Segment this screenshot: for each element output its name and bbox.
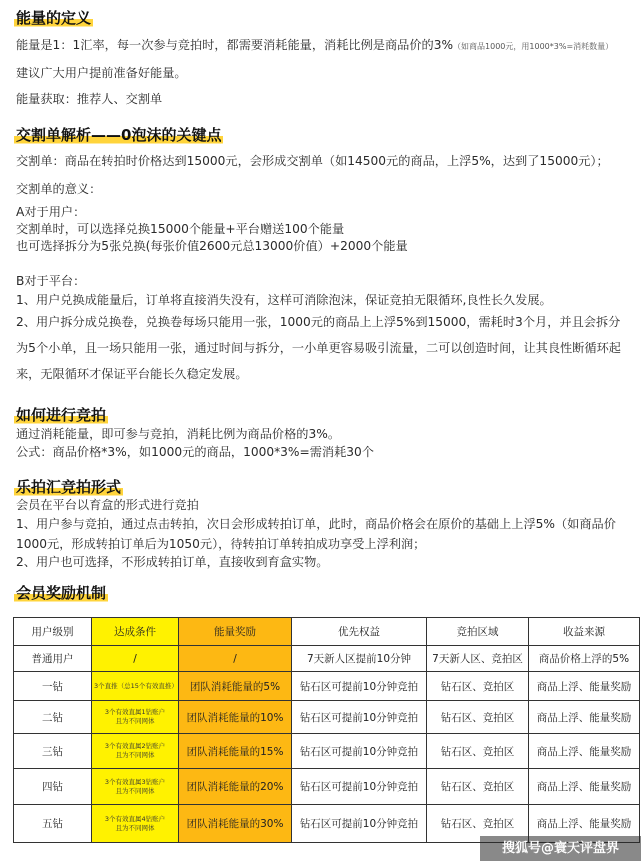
section-title-member-rewards: 会员奖励机制 (16, 584, 107, 602)
condition-text: 3个有效直属1钻账户 (104, 708, 166, 716)
cell-reward: 团队消耗能量的15% (179, 734, 292, 769)
cell-zone: 钻石区、竞拍区 (427, 701, 529, 734)
table-row (14, 701, 640, 734)
settlement-user-label: A对于用户： (16, 205, 86, 219)
cell-level: 三钻 (14, 734, 92, 769)
cell-reward: 团队消耗能量的5% (179, 672, 292, 701)
cell-priority: 7天新人区提前10分钟 (292, 646, 427, 672)
settlement-platform-point-2: 2、用户拆分成兑换卷，兑换卷每场只能用一张，1000元的商品上上浮5%到15000，需耗时3个月，并且会拆分为5个小单，且一场只能用一张，通过时间与拆分，一小单更容易吸引流量，二可以创造时间，让其良性断循环起来，无限循环才保证平台能长久稳定发展。 (16, 315, 621, 381)
settlement-line-1: 交割单：商品在转拍时价格达到15000元，会形成交割单（如14500元的商品，上浮5%，达到了15000元）； (16, 154, 609, 168)
header-income: 收益来源 (529, 618, 640, 646)
table-row (14, 672, 640, 701)
cell-priority: 钻石区可提前10分钟竞拍 (292, 769, 427, 805)
cell-level: 四钻 (14, 769, 92, 805)
cell-reward: 团队消耗能量的20% (179, 769, 292, 805)
cell-income: 商品上浮、能量奖励 (529, 734, 640, 769)
cell-condition (92, 805, 179, 843)
cell-income: 商品上浮、能量奖励 (529, 805, 640, 843)
watermark-brand: 搜狐号@寰天评盘界 (480, 836, 641, 861)
cell-priority: 钻石区可提前10分钟竞拍 (292, 805, 427, 843)
cell-condition (92, 769, 179, 805)
cell-priority: 钻石区可提前10分钟竞拍 (292, 672, 427, 701)
header-energy-reward: 能量奖励 (179, 618, 292, 646)
section-title-auction-form: 乐拍汇竞拍形式 (16, 478, 122, 496)
condition-note: 且为不同网体 (115, 786, 155, 795)
cell-reward: 团队消耗能量的30% (179, 805, 292, 843)
settlement-user-option-2: 也可选择拆分为5张兑换(每张价值2600元总13000价值）+2000个能量 (16, 239, 408, 253)
cell-condition (92, 701, 179, 734)
cell-level: 五钻 (14, 805, 92, 843)
cell-income: 商品上浮、能量奖励 (529, 701, 640, 734)
condition-text: 3个有效直属3钻账户 (104, 777, 166, 786)
cell-level: 普通用户 (14, 646, 92, 672)
condition-text: 3个有效直属4钻账户 (104, 814, 166, 823)
energy-definition-line (16, 36, 613, 56)
cell-reward: / (179, 646, 292, 672)
cell-condition (92, 734, 179, 769)
cell-condition (92, 672, 179, 701)
section-title-energy-definition: 能量的定义 (16, 9, 92, 27)
auction-form-intro: 会员在平台以育盒的形式进行竞拍 (16, 498, 199, 512)
cell-level: 二钻 (14, 701, 92, 734)
header-priority: 优先权益 (292, 618, 427, 646)
cell-condition: / (92, 646, 179, 672)
cell-zone: 钻石区、竞拍区 (427, 805, 529, 843)
cell-priority: 钻石区可提前10分钟竞拍 (292, 701, 427, 734)
settlement-user-option-1: 交割单时，可以选择兑换15000个能量+平台赠送100个能量 (16, 222, 345, 236)
energy-source-line: 能量获取：推荐人、交割单 (16, 92, 163, 106)
energy-prepare-line: 建议广大用户提前准备好能量。 (16, 66, 187, 80)
section-title-settlement: 交割单解析——0泡沫的关键点 (16, 126, 222, 144)
cell-zone: 7天新人区、竞拍区 (427, 646, 529, 672)
condition-note: 且为不同网体 (115, 751, 155, 759)
auction-form-point-1: 1、用户参与竞拍，通过点击转拍，次日会形成转拍订单，此时，商品价格会在原价的基础上上浮5%（如商品价1000元，形成转拍订单后为1050元），待转拍订单转拍成功享受上浮利润； (16, 517, 616, 551)
auction-form-point-2: 2、用户也可选择，不形成转拍订单，直接收到育盒实物。 (16, 555, 329, 569)
condition-note: 且为不同网体 (115, 717, 155, 725)
table-row (14, 646, 640, 672)
header-level: 用户级别 (14, 618, 92, 646)
cell-reward: 团队消耗能量的10% (179, 701, 292, 734)
cell-priority: 钻石区可提前10分钟竞拍 (292, 734, 427, 769)
member-rewards-table (13, 617, 640, 843)
bid-consumption-line: 通过消耗能量，即可参与竞拍，消耗比例为商品价格的3%。 (16, 427, 341, 441)
settlement-platform-point-1: 1、用户兑换成能量后，订单将直接消失没有，这样可消除泡沫，保证竞拍无限循环,良性长久发展。 (16, 293, 552, 307)
settlement-meaning: 交割单的意义： (16, 182, 102, 196)
cell-income: 商品上浮、能量奖励 (529, 672, 640, 701)
condition-text: 3个直推（总15个有效直推） (94, 681, 178, 690)
header-zone: 竞拍区域 (427, 618, 529, 646)
table-header-row (14, 618, 640, 646)
cell-level: 一钻 (14, 672, 92, 701)
cell-zone: 钻石区、竞拍区 (427, 734, 529, 769)
bid-formula-line: 公式：商品价格*3%，如1000元的商品，1000*3%=需消耗30个 (16, 445, 374, 459)
header-condition: 达成条件 (92, 618, 179, 646)
condition-text: 3个有效直属2钻账户 (104, 742, 166, 750)
cell-income: 商品上浮、能量奖励 (529, 769, 640, 805)
cell-income: 商品价格上浮的5% (529, 646, 640, 672)
settlement-platform-label: B对于平台： (16, 274, 86, 288)
section-title-how-to-bid: 如何进行竞拍 (16, 406, 107, 424)
energy-rate-text: 能量是1：1汇率，每一次参与竞拍时，都需要消耗能量，消耗比例是商品价的3% (16, 38, 454, 52)
table-row (14, 769, 640, 805)
condition-note: 且为不同网体 (115, 823, 155, 832)
energy-rate-note: （如商品1000元，用1000*3%=消耗数量） (453, 42, 614, 51)
cell-zone: 钻石区、竞拍区 (427, 672, 529, 701)
table-row (14, 734, 640, 769)
cell-zone: 钻石区、竞拍区 (427, 769, 529, 805)
